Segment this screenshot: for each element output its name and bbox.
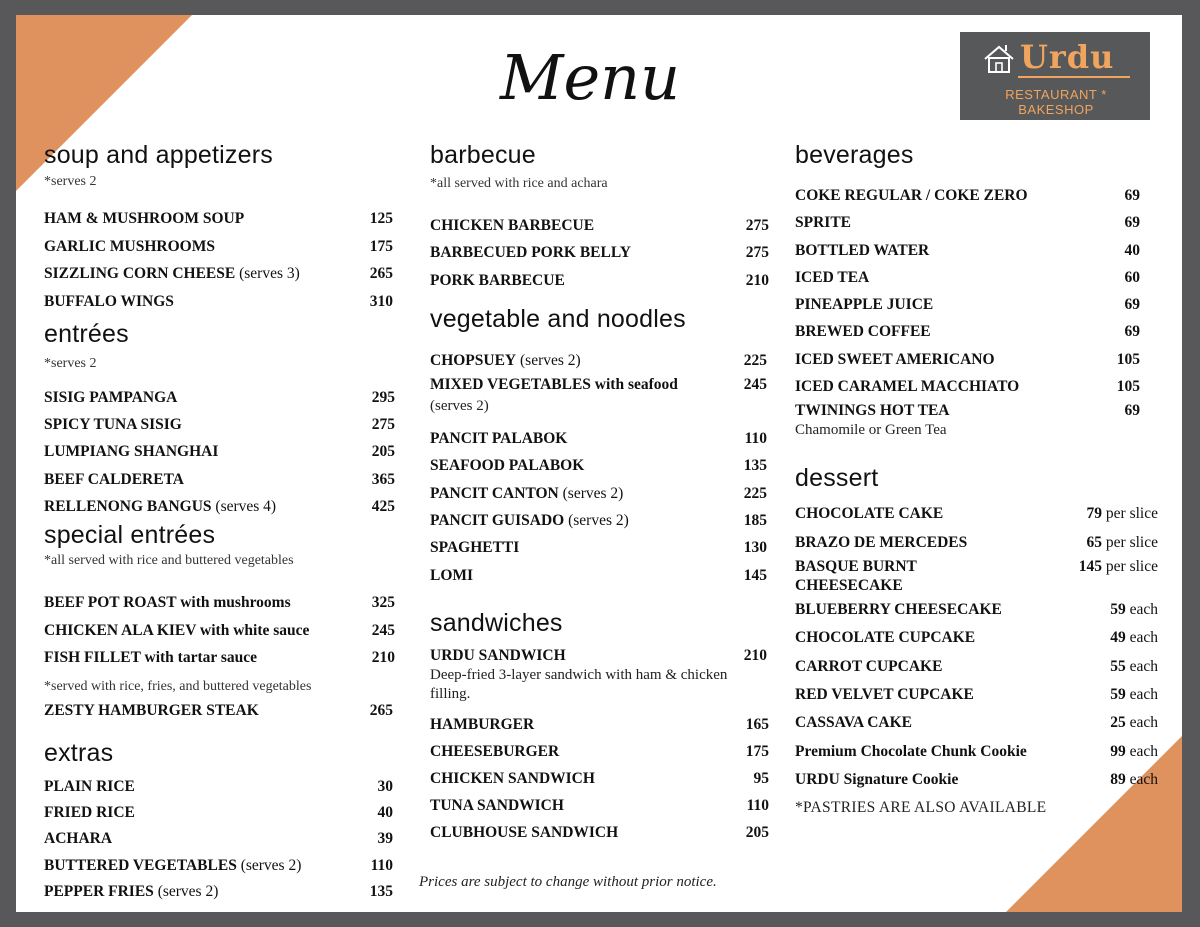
menu-item-price: 135 <box>369 883 393 900</box>
section-heading-beverages: beverages <box>795 141 914 169</box>
menu-item-price <box>958 601 1158 619</box>
menu-item-label: SPAGHETTI <box>430 539 520 556</box>
menu-item-price: 165 <box>745 716 769 733</box>
section-heading-barbecue: barbecue <box>430 141 536 169</box>
menu-item-label: PANCIT PALABOK <box>430 430 568 447</box>
menu-item-price <box>958 714 1158 732</box>
menu-item-description: filling. <box>430 686 471 702</box>
menu-item-name <box>430 824 618 842</box>
menu-item-price: 110 <box>370 857 393 874</box>
menu-item-price: 210 <box>745 272 769 289</box>
menu-item-label: PEPPER FRIES <box>44 883 154 900</box>
menu-item-price: 60 <box>1124 269 1140 286</box>
menu-item-price: 175 <box>745 743 769 760</box>
menu-item-price: 425 <box>371 498 395 515</box>
menu-item-label: TWININGS HOT TEA <box>795 402 950 419</box>
menu-item-label: CHICKEN BARBECUE <box>430 217 595 234</box>
logo-name: Urdu <box>1020 38 1115 76</box>
menu-item-label: ICED CARAMEL MACCHIATO <box>795 378 1020 395</box>
menu-item-label: PANCIT CANTON <box>430 485 559 502</box>
menu-item-name <box>795 187 1028 205</box>
menu-item-name <box>44 293 174 311</box>
menu-item-name <box>44 778 135 796</box>
menu-item-label: URDU SANDWICH <box>430 647 566 664</box>
menu-item-label: ACHARA <box>44 830 113 847</box>
section-heading-special: special entrées <box>44 521 216 549</box>
menu-item-price: 325 <box>371 594 395 611</box>
menu-item-name <box>44 498 276 516</box>
menu-item-price: 185 <box>743 512 767 529</box>
menu-item-name: CHOCOLATE CAKE <box>795 505 944 522</box>
menu-item-price: 205 <box>745 824 769 841</box>
menu-item-price: 225 <box>743 485 767 502</box>
menu-item-name <box>44 622 309 640</box>
menu-item-name: BRAZO DE MERCEDES <box>795 534 968 551</box>
menu-item-price: 30 <box>377 778 393 795</box>
menu-item-name: URDU Signature Cookie <box>795 771 959 788</box>
menu-item-label: FISH FILLET with tartar sauce <box>44 649 257 666</box>
menu-item-price: 265 <box>369 702 393 719</box>
menu-item-name <box>44 443 218 461</box>
menu-item-qualifier: (serves 2) <box>564 512 629 529</box>
menu-item-name <box>44 883 218 901</box>
section-heading-sandwiches: sandwiches <box>430 609 563 637</box>
price-value: 59 <box>1110 601 1126 618</box>
menu-item-name <box>795 402 949 420</box>
menu-item-name <box>44 238 215 256</box>
menu-item-label: SIZZLING CORN CHEESE <box>44 265 236 282</box>
menu-item-label: RELLENONG BANGUS <box>44 498 212 515</box>
menu-item-label: CHICKEN ALA KIEV with white sauce <box>44 622 310 639</box>
price-value: 25 <box>1110 714 1126 731</box>
menu-item-name <box>795 214 851 232</box>
menu-item-label: HAM & MUSHROOM SOUP <box>44 210 245 227</box>
menu-item-label: PINEAPPLE JUICE <box>795 296 934 313</box>
menu-item-name <box>430 797 564 815</box>
menu-item-label: TUNA SANDWICH <box>430 797 564 814</box>
menu-item-price: 275 <box>371 416 395 433</box>
menu-item-price: 130 <box>743 539 767 556</box>
menu-item-name <box>430 485 623 503</box>
menu-item-qualifier: (serves 3) <box>235 265 300 282</box>
menu-title <box>494 37 714 117</box>
menu-item-label: LOMI <box>430 567 474 584</box>
menu-item-price: 40 <box>377 804 393 821</box>
menu-item-price: 275 <box>745 244 769 261</box>
menu-item-label: CLUBHOUSE SANDWICH <box>430 824 619 841</box>
menu-item-price <box>958 629 1158 647</box>
menu-item-label: ICED TEA <box>795 269 870 286</box>
menu-item-name <box>430 567 473 585</box>
menu-item-name <box>795 296 933 314</box>
menu-item-price: 365 <box>371 471 395 488</box>
menu-item-qualifier: (serves 2) <box>236 857 302 874</box>
price-unit: each <box>1125 771 1158 788</box>
menu-item-price: 110 <box>746 797 769 814</box>
section-heading-entrees: entrées <box>44 320 129 348</box>
menu-item-label: BUFFALO WINGS <box>44 293 174 310</box>
menu-item-price: 95 <box>753 770 769 787</box>
price-unit: per slice <box>1102 505 1158 522</box>
menu-item-label: BARBECUED PORK BELLY <box>430 244 631 261</box>
menu-title-script <box>494 37 714 117</box>
menu-item-name: RED VELVET CUPCAKE <box>795 686 974 703</box>
menu-item-price: 69 <box>1124 296 1140 313</box>
menu-item-label: CHEESEBURGER <box>430 743 560 760</box>
menu-item-price <box>958 686 1158 704</box>
menu-item-label: CHICKEN SANDWICH <box>430 770 595 787</box>
menu-item-name <box>44 416 182 434</box>
menu-item-name <box>430 430 567 448</box>
price-value: 145 <box>1078 558 1103 575</box>
price-unit: each <box>1125 658 1158 675</box>
menu-item-label: PORK BARBECUE <box>430 272 565 289</box>
menu-page <box>16 15 1182 912</box>
menu-item-name <box>430 539 519 557</box>
menu-item-price: 105 <box>1116 351 1140 368</box>
menu-item-label: SPICY TUNA SISIG <box>44 416 182 433</box>
menu-item-label: BOTTLED WATER <box>795 242 930 259</box>
menu-item-price: 275 <box>745 217 769 234</box>
menu-item-label: ICED SWEET AMERICANO <box>795 351 995 368</box>
menu-item-label: BEEF CALDERETA <box>44 471 184 488</box>
menu-item-label: HAMBURGER <box>430 716 535 733</box>
menu-item-label: LUMPIANG SHANGHAI <box>44 443 219 460</box>
menu-item-label: PLAIN RICE <box>44 778 135 795</box>
menu-item-name <box>430 716 534 734</box>
menu-item-price <box>958 534 1158 552</box>
menu-item-price <box>958 743 1158 761</box>
section-note-soup: *serves 2 <box>44 174 97 189</box>
menu-item-price: 40 <box>1124 242 1140 259</box>
menu-item-price: 69 <box>1124 402 1140 419</box>
menu-item-label: GARLIC MUSHROOMS <box>44 238 215 255</box>
menu-item-price <box>958 658 1158 676</box>
menu-item-name <box>44 471 184 489</box>
price-value: 79 <box>1086 505 1103 522</box>
menu-item-price: 310 <box>369 293 393 310</box>
price-value: 89 <box>1110 771 1126 788</box>
menu-item-label: CHOPSUEY <box>430 352 517 369</box>
menu-title-text: Menu <box>500 41 681 114</box>
menu-item-price: 135 <box>743 457 767 474</box>
menu-item-name: BLUEBERRY CHEESECAKE <box>795 601 1002 618</box>
menu-item-price: 245 <box>371 622 395 639</box>
menu-item-price: 145 <box>743 567 767 584</box>
menu-item-name <box>430 457 584 475</box>
menu-item-label: SISIG PAMPANGA <box>44 389 178 406</box>
menu-item-price: 39 <box>377 830 393 847</box>
house-icon <box>982 42 1016 76</box>
menu-item-name <box>44 649 257 667</box>
logo-divider <box>1018 76 1130 78</box>
menu-item-name: CARROT CUPCAKE <box>795 658 943 675</box>
menu-item-name-line2: CHEESECAKE <box>795 577 903 594</box>
logo-subtitle: RESTAURANT * BAKESHOP <box>1005 87 1107 117</box>
menu-item-label: BUTTERED VEGETABLES <box>44 857 237 874</box>
menu-item-name <box>430 352 581 370</box>
price-unit: per slice <box>1102 534 1158 551</box>
price-value: 65 <box>1086 534 1103 551</box>
menu-item-name: CASSAVA CAKE <box>795 714 913 731</box>
menu-item-price: 110 <box>744 430 767 447</box>
menu-item-name <box>430 376 678 394</box>
menu-item-description: Deep-fried 3-layer sandwich with ham & chicken <box>430 667 728 683</box>
menu-item-name: BASQUE BURNT <box>795 558 917 575</box>
menu-item-price: 210 <box>743 647 767 664</box>
price-value: 55 <box>1110 658 1126 675</box>
menu-item-name <box>430 512 629 530</box>
menu-item-price: 205 <box>371 443 395 460</box>
menu-item-name <box>44 594 291 612</box>
menu-item-label: SPRITE <box>795 214 851 231</box>
menu-item-price: 295 <box>371 389 395 406</box>
menu-item-price <box>958 558 1158 576</box>
menu-item-label: PANCIT GUISADO <box>430 512 565 529</box>
menu-item-label: BREWED COFFEE <box>795 323 931 340</box>
menu-item-price: 225 <box>743 352 767 369</box>
section-note-barbecue: *all served with rice and achara <box>430 176 608 191</box>
menu-item-name <box>430 217 594 235</box>
menu-item-price: 245 <box>743 376 767 393</box>
pastries-note: *PASTRIES ARE ALSO AVAILABLE <box>795 799 1047 816</box>
menu-item-price: 265 <box>369 265 393 282</box>
price-unit: per slice <box>1102 558 1158 575</box>
price-value: 99 <box>1110 743 1126 760</box>
menu-item-price: 210 <box>371 649 395 666</box>
menu-item-description: Chamomile or Green Tea <box>795 422 947 438</box>
menu-item-name <box>44 857 301 875</box>
price-unit: each <box>1125 714 1158 731</box>
section-note-special-2: *served with rice, fries, and buttered vegetables <box>44 679 312 694</box>
menu-item-name <box>430 743 559 761</box>
menu-item-price: 69 <box>1124 214 1140 231</box>
menu-item-name: ZESTY HAMBURGER STEAK <box>44 702 259 719</box>
menu-item-name <box>430 272 565 290</box>
menu-item-name <box>795 323 931 341</box>
menu-item-name <box>795 351 995 369</box>
menu-item-name <box>795 269 869 287</box>
menu-item-name <box>44 830 112 848</box>
price-value: 59 <box>1110 686 1126 703</box>
price-value: 49 <box>1110 629 1126 646</box>
menu-item-price <box>958 771 1158 789</box>
menu-item-price: 105 <box>1116 378 1140 395</box>
menu-item-description: (serves 2) <box>430 398 489 414</box>
price-unit: each <box>1125 629 1158 646</box>
menu-item-name <box>795 242 929 260</box>
price-unit: each <box>1125 686 1158 703</box>
section-heading-vegetable: vegetable and noodles <box>430 305 686 333</box>
menu-item-label: FRIED RICE <box>44 804 135 821</box>
menu-item-name <box>44 265 300 283</box>
menu-item-price: 125 <box>369 210 393 227</box>
menu-item-price: 175 <box>369 238 393 255</box>
menu-item-label: MIXED VEGETABLES with seafood <box>430 376 678 393</box>
menu-item-label: COKE REGULAR / COKE ZERO <box>795 187 1028 204</box>
menu-item-label: BEEF POT ROAST with mushrooms <box>44 594 291 611</box>
corner-decoration-bottom-right <box>1006 736 1182 912</box>
section-heading-dessert: dessert <box>795 464 879 492</box>
menu-item-name: CHOCOLATE CUPCAKE <box>795 629 976 646</box>
menu-item-name <box>44 210 244 228</box>
menu-item-name <box>44 804 135 822</box>
menu-item-name <box>795 378 1019 396</box>
menu-item-price: 69 <box>1124 187 1140 204</box>
menu-item-qualifier: (serves 4) <box>211 498 277 515</box>
menu-item-name <box>430 244 631 262</box>
menu-item-label: SEAFOOD PALABOK <box>430 457 585 474</box>
menu-item-name: Premium Chocolate Chunk Cookie <box>795 743 1027 760</box>
price-disclaimer: Prices are subject to change without prior notice. <box>419 874 717 890</box>
price-unit: each <box>1125 743 1158 760</box>
menu-item-name <box>430 770 595 788</box>
menu-item-price <box>958 505 1158 523</box>
price-unit: each <box>1125 601 1158 618</box>
menu-item-name <box>430 647 566 665</box>
menu-item-qualifier: (serves 2) <box>558 485 624 502</box>
menu-item-name <box>44 389 177 407</box>
section-note-entrees: *serves 2 <box>44 356 97 371</box>
section-heading-soup: soup and appetizers <box>44 141 273 169</box>
section-heading-extras: extras <box>44 739 114 767</box>
section-note-special: *all served with rice and buttered vegetables <box>44 553 294 568</box>
menu-item-qualifier: (serves 2) <box>153 883 219 900</box>
menu-item-qualifier: (serves 2) <box>516 352 581 369</box>
menu-item-price: 69 <box>1124 323 1140 340</box>
brand-logo <box>960 32 1150 120</box>
